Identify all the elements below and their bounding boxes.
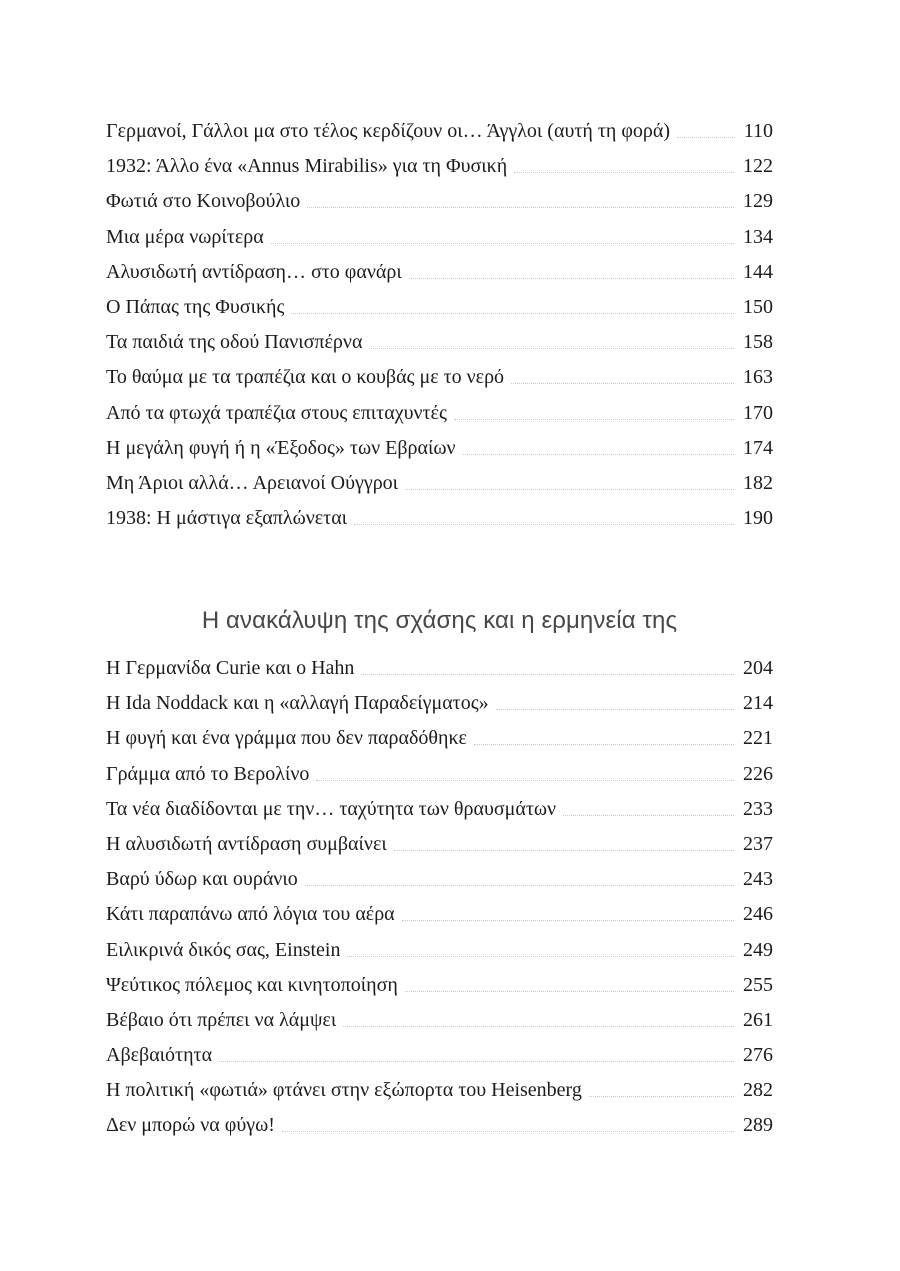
dot-leader <box>305 885 734 886</box>
page-number: 246 <box>743 903 773 926</box>
entry-title: Η Ida Noddack και η «αλλαγή Παραδείγματος» <box>106 692 489 715</box>
entry-title: Γερμανοί, Γάλλοι μα στο τέλος κερδίζουν οι… Άγγλοι (αυτή τη φορά) <box>106 120 670 142</box>
toc-entry <box>106 651 773 686</box>
dot-leader <box>563 815 734 816</box>
dot-leader <box>343 1026 734 1027</box>
toc-entry <box>106 897 773 932</box>
toc-entry <box>106 325 773 360</box>
dot-leader <box>219 1061 734 1062</box>
dot-leader <box>589 1096 734 1097</box>
entry-title: Αλυσιδωτή αντίδραση… στο φανάρι <box>106 260 402 283</box>
entry-title: Η πολιτική «φωτιά» φτάνει στην εξώπορτα του Heisenberg <box>106 1079 582 1102</box>
dot-leader <box>463 454 734 455</box>
toc-entry <box>106 114 773 149</box>
dot-leader <box>474 744 734 745</box>
toc-entry <box>106 1003 773 1038</box>
toc-entry <box>106 184 773 219</box>
page-number: 163 <box>743 366 773 389</box>
page-number: 237 <box>743 832 773 855</box>
page-number: 255 <box>743 973 773 996</box>
entry-title: Η Γερμανίδα Curie και ο Hahn <box>106 657 355 679</box>
page-number: 190 <box>743 507 773 530</box>
toc-entry <box>106 1038 773 1073</box>
entry-title: Τα παιδιά της οδού Πανισπέρνα <box>106 331 363 354</box>
page-number: 174 <box>743 436 773 459</box>
page-number: 243 <box>743 868 773 891</box>
toc-entry <box>106 933 773 968</box>
page-number: 170 <box>743 401 773 424</box>
toc-entry <box>106 827 773 862</box>
entry-title: Μια μέρα νωρίτερα <box>106 225 264 248</box>
toc-entry <box>106 1108 773 1143</box>
entry-title: 1938: Η μάστιγα εξαπλώνεται <box>106 507 348 530</box>
dot-leader <box>514 172 734 173</box>
dot-leader <box>282 1131 734 1132</box>
dot-leader <box>361 674 734 675</box>
toc-entry <box>106 360 773 395</box>
page-number: 204 <box>743 657 773 679</box>
toc-entry <box>106 290 773 325</box>
entry-title: Μη Άριοι αλλά… Αρειανοί Ούγγροι <box>106 471 399 494</box>
dot-leader <box>454 419 734 420</box>
dot-leader <box>402 920 734 921</box>
entry-title: Η φυγή και ένα γράμμα που δεν παραδόθηκε <box>106 727 467 750</box>
section-heading: Η ανακάλυψη της σχάσης και η ερμηνεία της <box>201 607 678 634</box>
page-number: 221 <box>743 727 773 750</box>
toc-entry <box>106 1073 773 1108</box>
toc-entry <box>106 968 773 1003</box>
toc-entry <box>106 396 773 431</box>
entry-title: Από τα φτωχά τραπέζια στους επιταχυντές <box>106 401 447 424</box>
toc-entry <box>106 721 773 756</box>
entry-title: Γράμμα από το Βερολίνο <box>106 762 310 785</box>
dot-leader <box>496 709 734 710</box>
table-of-contents-part-1 <box>106 114 773 536</box>
dot-leader <box>316 780 734 781</box>
page-number: 150 <box>743 295 773 318</box>
dot-leader <box>405 489 734 490</box>
toc-entry <box>106 255 773 290</box>
dot-leader <box>409 278 734 279</box>
toc-entry <box>106 792 773 827</box>
toc-entry <box>106 431 773 466</box>
toc-entry <box>106 220 773 255</box>
toc-entry <box>106 466 773 501</box>
dot-leader <box>677 137 735 138</box>
page-number: 233 <box>743 797 773 820</box>
dot-leader <box>307 207 734 208</box>
page-number: 144 <box>743 260 773 283</box>
page-number: 261 <box>743 1008 773 1031</box>
entry-title: Βέβαιο ότι πρέπει να λάμψει <box>106 1008 337 1031</box>
entry-title: Το θαύμα με τα τραπέζια και ο κουβάς με το νερό <box>106 366 505 389</box>
dot-leader <box>271 243 734 244</box>
table-of-contents-part-2 <box>106 651 773 1144</box>
toc-entry <box>106 501 773 536</box>
page-number: 249 <box>743 938 773 961</box>
entry-title: Αβεβαιότητα <box>106 1044 213 1067</box>
entry-title: Φωτιά στο Κοινοβούλιο <box>106 190 301 213</box>
entry-title: Ο Πάπας της Φυσικής <box>106 295 285 318</box>
page-number: 282 <box>743 1079 773 1102</box>
toc-entry <box>106 149 773 184</box>
entry-title: Η μεγάλη φυγή ή η «Έξοδος» των Εβραίων <box>106 436 456 459</box>
page-number: 110 <box>743 120 773 142</box>
entry-title: Ειλικρινά δικός σας, Einstein <box>106 938 341 961</box>
entry-title: Δεν μπορώ να φύγω! <box>106 1114 275 1137</box>
entry-title: Βαρύ ύδωρ και ουράνιο <box>106 868 298 891</box>
dot-leader <box>511 383 734 384</box>
page-number: 182 <box>743 471 773 494</box>
dot-leader <box>369 348 734 349</box>
dot-leader <box>291 313 734 314</box>
page-number: 226 <box>743 762 773 785</box>
toc-entry <box>106 686 773 721</box>
toc-entry <box>106 862 773 897</box>
page-number: 129 <box>743 190 773 213</box>
dot-leader <box>394 850 734 851</box>
entry-title: Η αλυσιδωτή αντίδραση συμβαίνει <box>106 832 387 855</box>
page-number: 289 <box>743 1114 773 1137</box>
dot-leader <box>354 524 734 525</box>
toc-entry <box>106 757 773 792</box>
page-number: 214 <box>743 692 773 715</box>
page-number: 134 <box>743 225 773 248</box>
entry-title: 1932: Άλλο ένα «Annus Mirabilis» για τη Φυσική <box>106 155 508 178</box>
page-number: 122 <box>743 155 773 178</box>
entry-title: Κάτι παραπάνω από λόγια του αέρα <box>106 903 395 926</box>
page-number: 158 <box>743 331 773 354</box>
entry-title: Τα νέα διαδίδονται με την… ταχύτητα των θραυσμάτων <box>106 797 557 820</box>
entry-title: Ψεύτικος πόλεμος και κινητοποίηση <box>106 973 398 996</box>
page-number: 276 <box>743 1044 773 1067</box>
dot-leader <box>347 956 734 957</box>
dot-leader <box>405 991 734 992</box>
